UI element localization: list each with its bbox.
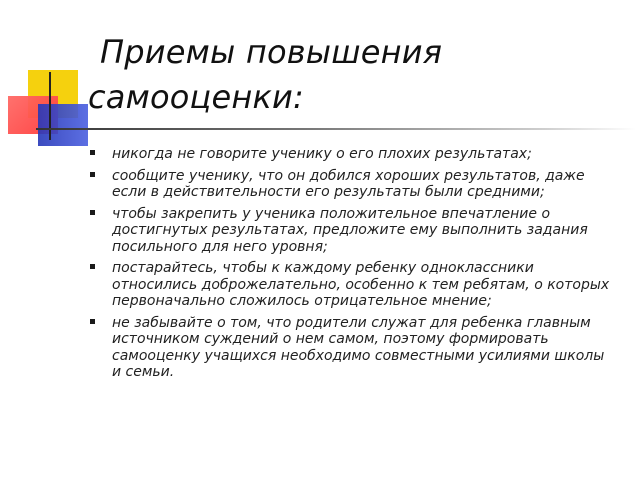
bullet-text: чтобы закрепить у ученика положительное впечатление о достигнутых результатах, предложите ему выполнить задания посильного для него уровня; xyxy=(112,205,588,255)
square-bullet-icon xyxy=(90,210,95,215)
bullet-text: никогда не говорите ученику о его плохих результатах; xyxy=(112,146,532,162)
slide-title xyxy=(88,30,608,120)
title-underline xyxy=(36,128,636,130)
square-bullet-icon xyxy=(90,319,95,324)
square-bullet-icon xyxy=(90,264,95,269)
title-line-2: самооценки: xyxy=(88,78,304,116)
title-line-1: Приемы повышения xyxy=(100,33,443,71)
blue-square-decoration xyxy=(38,104,88,146)
list-item xyxy=(88,315,616,381)
list-item xyxy=(88,168,616,201)
square-bullet-icon xyxy=(90,150,95,155)
square-bullet-icon xyxy=(90,172,95,177)
list-item xyxy=(88,206,616,256)
list-item xyxy=(88,146,616,163)
bullet-text: не забывайте о том, что родители служат для ребенка главным источником суждений о нем самом, поэтому формировать самооценку учащихся необходимо совместными усилиями школы и семьи. xyxy=(112,314,605,380)
bullet-text: постарайтесь, чтобы к каждому ребенку одноклассники относились доброжелательно, особенно к тем ребятам, о которых первоначально сложилось отрицательное мнение; xyxy=(112,260,610,309)
list-item xyxy=(88,260,616,310)
bullet-list xyxy=(88,146,616,386)
bullet-text: сообщите ученику, что он добился хороших результатов, даже если в действительности его результаты были средними; xyxy=(112,167,585,200)
